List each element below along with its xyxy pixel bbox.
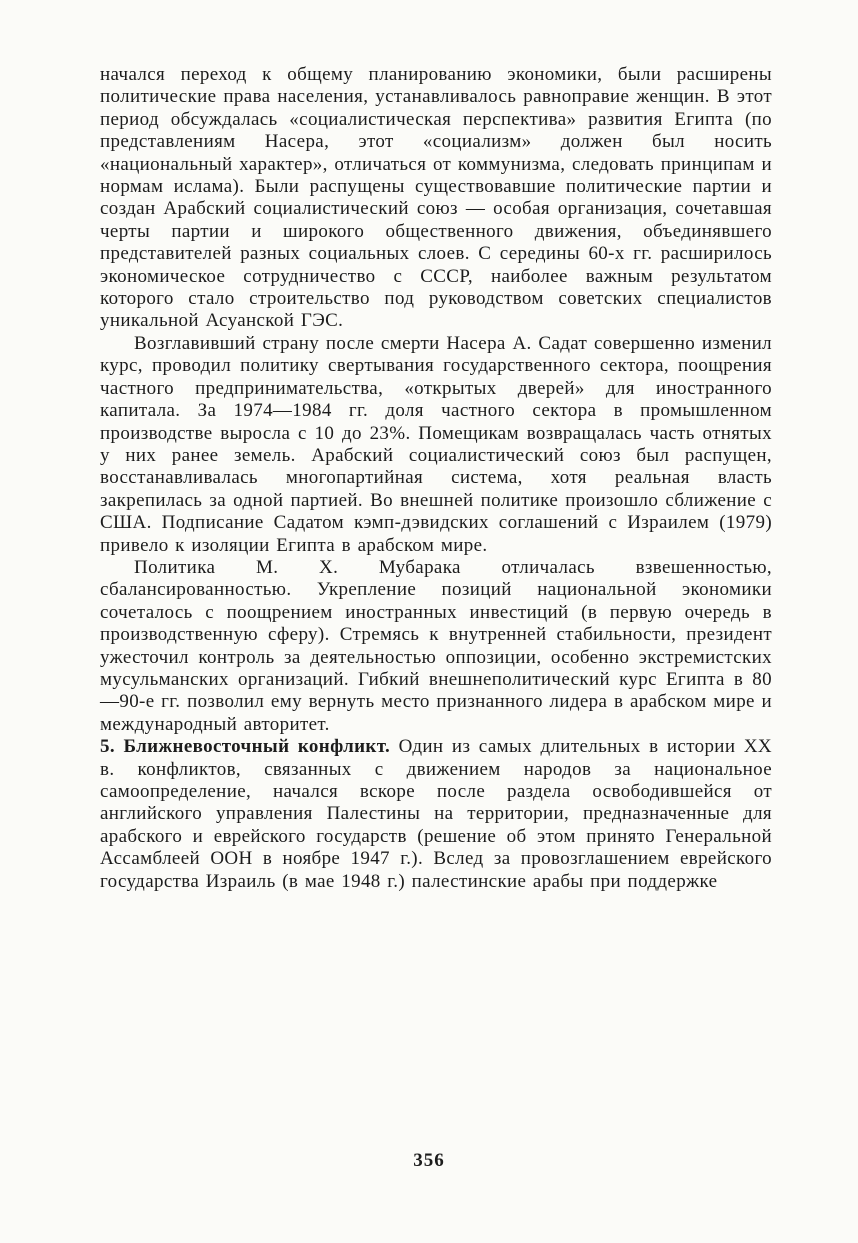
text-column — [100, 64, 772, 893]
paragraph-middle-east-conflict — [100, 736, 772, 893]
page-number: 356 — [413, 1150, 445, 1171]
paragraph-economy-planning: начался переход к общему планированию экономики, были расширены политические права населения, устанавливалось равноправие женщин. В этот период обсуждалась «социалистическая перспектива» развития Египта (по представлениям Насера, этот «социализм» должен был носить «национальный характер», отличаться от коммунизма, следовать принципам и нормам ислама). Были распущены существовавшие политические партии и создан Арабский социалистический союз — особая организация, сочетавшая черты партии и широкого общественного движения, объединявшего представителей разных социальных слоев. С середины 60-х гг. расширилось экономическое сотрудничество с СССР, наиболее важным результатом которого стало строительство под руководством советских специалистов уникальной Асуанской ГЭС. — [100, 64, 772, 332]
section-heading: 5. Ближневосточный конфликт. — [100, 736, 399, 758]
section-body-text: Один из самых длительных в истории XX в. конфликтов, связанных с движением народов за национальное самоопределение, начался вскоре после раздела освободившейся от английского управления Палестины на территории, предназначенные для арабского и еврейского государств (решение об этом принято Генеральной Ассамблеей ООН в ноябре 1947 г.). Вслед за провозглашением еврейского государства Израиль (в мае 1948 г.) палестинские арабы при поддержке — [100, 736, 772, 892]
paragraph-sadat: Возглавивший страну после смерти Насера А. Садат совершенно изменил курс, проводил политику свертывания государственного сектора, поощрения частного предпринимательства, «открытых дверей» для иностранного капитала. За 1974—1984 гг. доля частного сектора в промышленном производстве выросла с 10 до 23%. Помещикам возвращалась часть отнятых у них ранее земель. Арабский социалистический союз был распущен, восстанавливалась многопартийная система, хотя реальная власть закрепилась за одной партией. Во внешней политике произошло сближение с США. Подписание Садатом кэмп-дэвидских соглашений с Израилем (1979) привело к изоляции Египта в арабском мире. — [100, 332, 772, 556]
paragraph-mubarak: Политика М. Х. Мубарака отличалась взвешенностью, сбалансированностью. Укрепление позиций национальной экономики сочеталось с поощрением иностранных инвестиций (в первую очередь в производственную сферу). Стремясь к внутренней стабильности, президент ужесточил контроль за деятельностью оппозиции, особенно экстремистских мусульманских организаций. Гибкий внешнеполитический курс Египта в 80—90-е гг. позволил ему вернуть место признанного лидера в арабском мире и международный авторитет. — [100, 556, 772, 735]
